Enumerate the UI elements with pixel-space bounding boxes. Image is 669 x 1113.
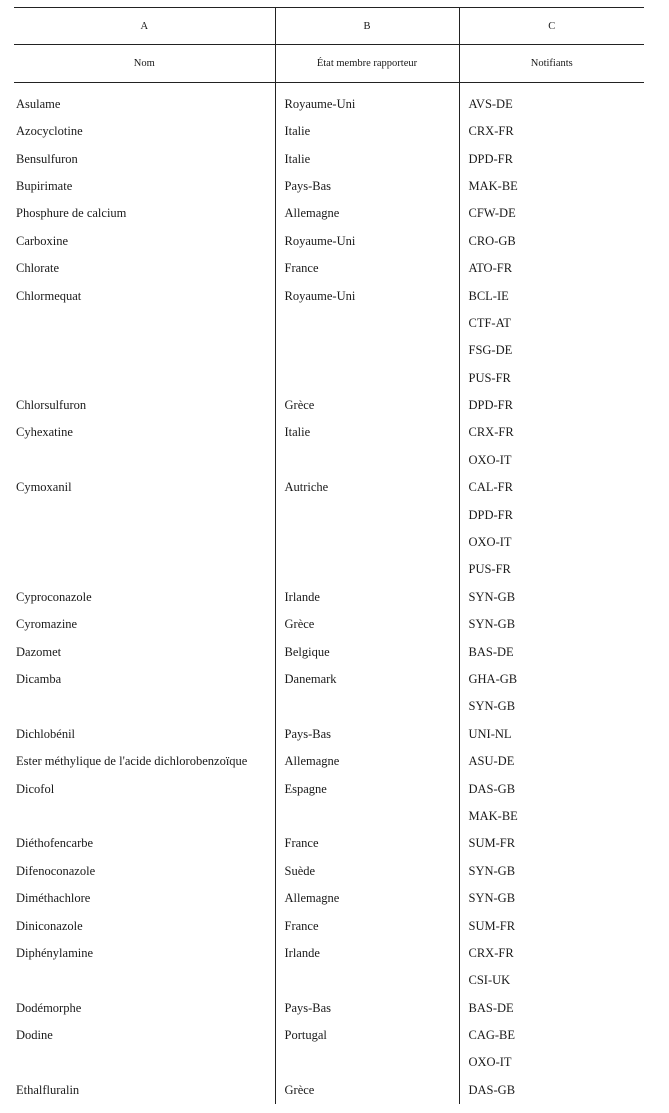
table-body bbox=[14, 83, 644, 1105]
table-row bbox=[14, 310, 644, 337]
cell-notifiant: CSI-UK bbox=[459, 967, 644, 994]
cell-etat-membre bbox=[275, 693, 459, 720]
cell-etat-membre: Suède bbox=[275, 858, 459, 885]
cell-nom: Diméthachlore bbox=[16, 891, 91, 906]
cell-notifiant: GHA-GB bbox=[459, 666, 644, 693]
column-header-nom: Nom bbox=[14, 45, 275, 83]
cell-notifiant: SYN-GB bbox=[459, 611, 644, 638]
cell-notifiant: CRX-FR bbox=[459, 419, 644, 446]
cell-etat-membre: Royaume-Uni bbox=[275, 83, 459, 119]
cell-etat-membre bbox=[275, 529, 459, 556]
cell-notifiant: OXO-IT bbox=[459, 1049, 644, 1076]
cell-nom bbox=[14, 1049, 275, 1076]
cell-etat-membre: Royaume-Uni bbox=[275, 228, 459, 255]
cell-etat-membre: Allemagne bbox=[275, 885, 459, 912]
cell-nom: Cymoxanil bbox=[16, 480, 72, 495]
table-row bbox=[14, 474, 644, 501]
cell-etat-membre bbox=[275, 365, 459, 392]
cell-etat-membre: Grèce bbox=[275, 611, 459, 638]
cell-etat-membre: Italie bbox=[275, 145, 459, 172]
table-row bbox=[14, 1022, 644, 1049]
cell-etat-membre: Pays-Bas bbox=[275, 995, 459, 1022]
cell-etat-membre: Allemagne bbox=[275, 748, 459, 775]
cell-nom: Chlorsulfuron bbox=[16, 398, 87, 413]
table-row bbox=[14, 693, 644, 720]
cell-nom: Dicofol bbox=[16, 781, 55, 796]
cell-etat-membre: Allemagne bbox=[275, 200, 459, 227]
table-row bbox=[14, 995, 644, 1022]
cell-notifiant: SYN-GB bbox=[459, 858, 644, 885]
cell-notifiant: SYN-GB bbox=[459, 885, 644, 912]
cell-notifiant: DAS-GB bbox=[459, 1077, 644, 1104]
cell-etat-membre bbox=[275, 501, 459, 528]
column-name-row bbox=[14, 45, 644, 83]
table-row bbox=[14, 803, 644, 830]
table-row bbox=[14, 721, 644, 748]
cell-notifiant: PUS-FR bbox=[459, 556, 644, 583]
column-letter-b: B bbox=[275, 8, 459, 45]
cell-nom: Azocyclotine bbox=[16, 124, 83, 139]
cell-etat-membre: Pays-Bas bbox=[275, 721, 459, 748]
table-row bbox=[14, 556, 644, 583]
cell-etat-membre: Grèce bbox=[275, 392, 459, 419]
cell-nom bbox=[14, 447, 275, 474]
cell-notifiant: OXO-IT bbox=[459, 447, 644, 474]
cell-etat-membre bbox=[275, 337, 459, 364]
table-row bbox=[14, 775, 644, 802]
table-row bbox=[14, 1077, 644, 1104]
cell-notifiant: FSG-DE bbox=[459, 337, 644, 364]
cell-nom: Dodine bbox=[16, 1028, 53, 1043]
column-letter-a: A bbox=[14, 8, 275, 45]
cell-nom: Dichlobénil bbox=[16, 726, 76, 741]
cell-etat-membre bbox=[275, 310, 459, 337]
cell-nom bbox=[14, 501, 275, 528]
cell-notifiant: MAK-BE bbox=[459, 173, 644, 200]
cell-nom: Diphénylamine bbox=[16, 945, 94, 960]
table-row bbox=[14, 419, 644, 446]
cell-notifiant: SYN-GB bbox=[459, 693, 644, 720]
cell-nom bbox=[14, 365, 275, 392]
cell-notifiant: CTF-AT bbox=[459, 310, 644, 337]
table-row bbox=[14, 1049, 644, 1076]
table-row bbox=[14, 638, 644, 665]
cell-nom: Asulame bbox=[16, 97, 61, 111]
cell-notifiant: BAS-DE bbox=[459, 638, 644, 665]
table-row bbox=[14, 447, 644, 474]
cell-nom: Cyhexatine bbox=[16, 425, 73, 440]
cell-nom: Dodémorphe bbox=[16, 1000, 82, 1015]
cell-notifiant: SYN-GB bbox=[459, 584, 644, 611]
table-row bbox=[14, 858, 644, 885]
cell-nom bbox=[14, 337, 275, 364]
table-header bbox=[14, 8, 644, 83]
cell-etat-membre: Autriche bbox=[275, 474, 459, 501]
cell-nom: Bensulfuron bbox=[16, 151, 78, 166]
cell-etat-membre bbox=[275, 803, 459, 830]
table-row bbox=[14, 337, 644, 364]
cell-etat-membre: France bbox=[275, 912, 459, 939]
cell-etat-membre: Portugal bbox=[275, 1022, 459, 1049]
cell-etat-membre: Pays-Bas bbox=[275, 173, 459, 200]
column-header-etat-membre: État membre rapporteur bbox=[275, 45, 459, 83]
substances-table bbox=[14, 7, 644, 1104]
cell-notifiant: SUM-FR bbox=[459, 912, 644, 939]
cell-nom: Phosphure de calcium bbox=[16, 206, 127, 221]
cell-notifiant: SUM-FR bbox=[459, 830, 644, 857]
table-row bbox=[14, 255, 644, 282]
cell-etat-membre bbox=[275, 967, 459, 994]
cell-notifiant: MAK-BE bbox=[459, 803, 644, 830]
table-row bbox=[14, 611, 644, 638]
cell-nom bbox=[14, 967, 275, 994]
cell-notifiant: CFW-DE bbox=[459, 200, 644, 227]
cell-notifiant: DPD-FR bbox=[459, 501, 644, 528]
cell-notifiant: CAG-BE bbox=[459, 1022, 644, 1049]
cell-nom: Diniconazole bbox=[16, 918, 83, 933]
cell-nom: Chlorate bbox=[16, 261, 60, 276]
cell-etat-membre: Grèce bbox=[275, 1077, 459, 1104]
table-row bbox=[14, 501, 644, 528]
cell-etat-membre: Irlande bbox=[275, 584, 459, 611]
cell-etat-membre: France bbox=[275, 255, 459, 282]
cell-etat-membre: France bbox=[275, 830, 459, 857]
cell-etat-membre: Irlande bbox=[275, 940, 459, 967]
cell-notifiant: DPD-FR bbox=[459, 392, 644, 419]
cell-etat-membre: Italie bbox=[275, 118, 459, 145]
cell-notifiant: CRX-FR bbox=[459, 940, 644, 967]
cell-notifiant: CAL-FR bbox=[459, 474, 644, 501]
table-row bbox=[14, 748, 644, 775]
cell-notifiant: DPD-FR bbox=[459, 145, 644, 172]
document-page bbox=[14, 7, 644, 1104]
table-row bbox=[14, 967, 644, 994]
cell-nom bbox=[14, 556, 275, 583]
cell-notifiant: OXO-IT bbox=[459, 529, 644, 556]
table-row bbox=[14, 145, 644, 172]
cell-notifiant: BAS-DE bbox=[459, 995, 644, 1022]
cell-nom bbox=[14, 803, 275, 830]
table-row bbox=[14, 912, 644, 939]
cell-etat-membre bbox=[275, 556, 459, 583]
table-row bbox=[14, 529, 644, 556]
column-letter-c: C bbox=[459, 8, 644, 45]
table-row bbox=[14, 830, 644, 857]
cell-etat-membre: Belgique bbox=[275, 638, 459, 665]
cell-nom: Bupirimate bbox=[16, 178, 73, 193]
column-letter-row bbox=[14, 8, 644, 45]
table-row bbox=[14, 83, 644, 119]
cell-notifiant: CRX-FR bbox=[459, 118, 644, 145]
table-row bbox=[14, 666, 644, 693]
cell-nom: Difenoconazole bbox=[16, 863, 96, 878]
table-row bbox=[14, 282, 644, 309]
cell-nom bbox=[14, 529, 275, 556]
cell-nom: Ester méthylique de l'acide dichlorobenzoïque bbox=[16, 754, 248, 769]
cell-etat-membre: Italie bbox=[275, 419, 459, 446]
cell-etat-membre bbox=[275, 1049, 459, 1076]
cell-notifiant: DAS-GB bbox=[459, 775, 644, 802]
table-row bbox=[14, 118, 644, 145]
cell-notifiant: UNI-NL bbox=[459, 721, 644, 748]
cell-notifiant: PUS-FR bbox=[459, 365, 644, 392]
cell-nom bbox=[14, 310, 275, 337]
cell-notifiant: BCL-IE bbox=[459, 282, 644, 309]
table-row bbox=[14, 940, 644, 967]
cell-nom: Dazomet bbox=[16, 644, 62, 659]
cell-nom: Cyromazine bbox=[16, 617, 78, 632]
cell-nom: Dicamba bbox=[16, 672, 62, 686]
column-header-notifiants: Notifiants bbox=[459, 45, 644, 83]
table-row bbox=[14, 200, 644, 227]
table-row bbox=[14, 885, 644, 912]
cell-nom: Cyproconazole bbox=[16, 589, 92, 604]
cell-etat-membre: Danemark bbox=[275, 666, 459, 693]
cell-notifiant: CRO-GB bbox=[459, 228, 644, 255]
cell-nom: Ethalfluralin bbox=[16, 1082, 80, 1097]
cell-nom: Chlormequat bbox=[16, 288, 82, 303]
cell-notifiant: ASU-DE bbox=[459, 748, 644, 775]
table-row bbox=[14, 228, 644, 255]
cell-etat-membre bbox=[275, 447, 459, 474]
table-row bbox=[14, 584, 644, 611]
cell-nom: Carboxine bbox=[16, 233, 69, 248]
table-row bbox=[14, 365, 644, 392]
cell-nom: Diéthofencarbe bbox=[16, 836, 94, 851]
table-row bbox=[14, 173, 644, 200]
cell-notifiant: ATO-FR bbox=[459, 255, 644, 282]
cell-notifiant: AVS-DE bbox=[459, 83, 644, 119]
cell-nom bbox=[14, 693, 275, 720]
cell-etat-membre: Royaume-Uni bbox=[275, 282, 459, 309]
cell-etat-membre: Espagne bbox=[275, 775, 459, 802]
table-row bbox=[14, 392, 644, 419]
